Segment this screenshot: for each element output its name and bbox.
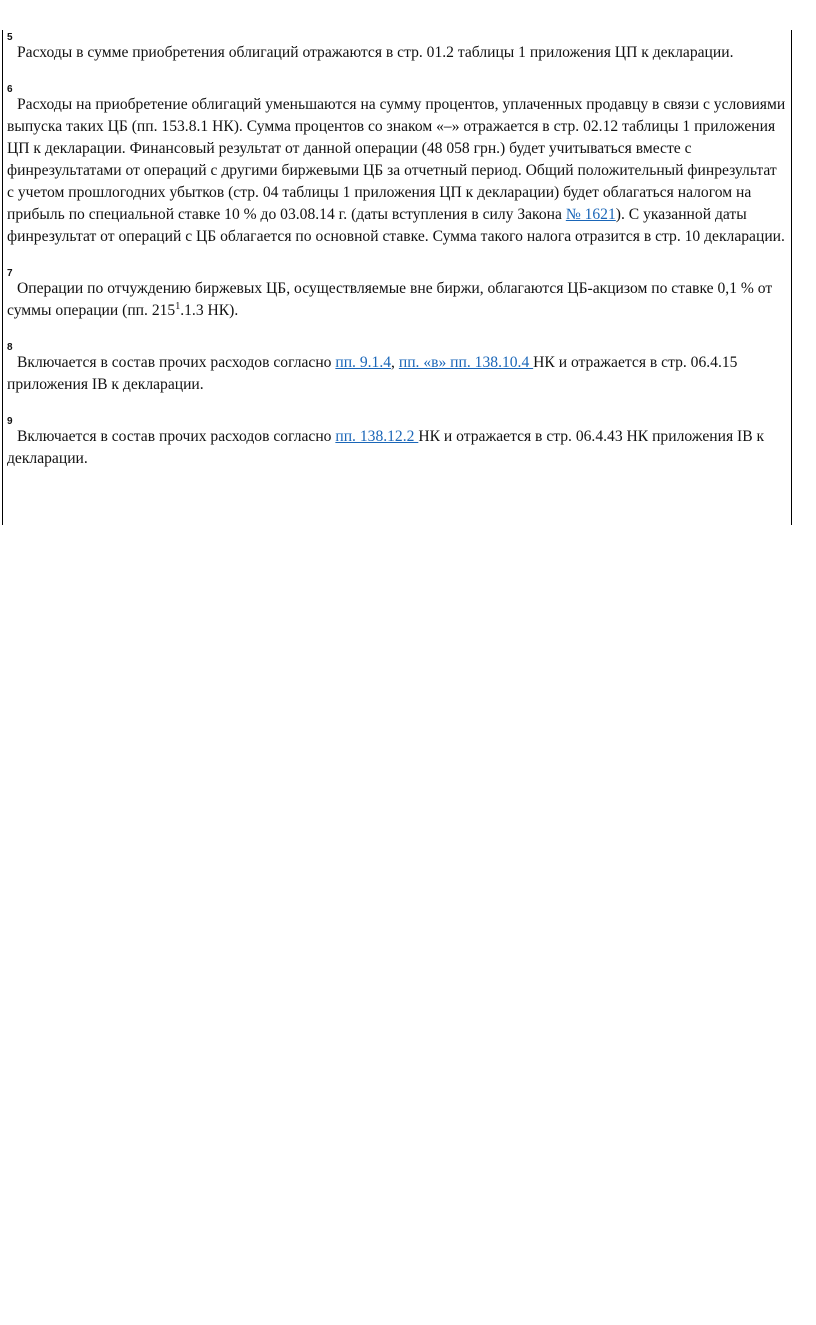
footnotes xyxy=(7,32,787,490)
footnote-number: 6 xyxy=(7,84,13,95)
footnote-text-part: НК и отражается в стр. 06.4.43 НК приложения IВ к декларации. xyxy=(7,428,765,467)
footnote-8 xyxy=(7,342,787,396)
footnote-text xyxy=(7,94,787,248)
footnote-7 xyxy=(7,268,787,322)
footnote-number: 8 xyxy=(7,342,13,353)
footnote-text xyxy=(7,426,787,470)
footnote-6 xyxy=(7,84,787,248)
footnote-text-part: НК и отражается в стр. 06.4.15 приложения IВ к декларации. xyxy=(7,354,738,393)
separator: , xyxy=(391,354,399,371)
law-1621-link[interactable]: № 1621 xyxy=(565,206,616,223)
footnote-number: 7 xyxy=(7,268,13,279)
pp-138-10-4-link[interactable]: пп. «в» пп. 138.10.4 xyxy=(398,354,534,371)
footnote-text-part: ). С указанной даты финрезультат от операций с ЦБ облагается по основной ставке. Сумма такого налога отразится в стр. 10 декларации. xyxy=(7,206,785,245)
footnote-text-part: .1.3 НК). xyxy=(180,302,239,319)
footnote-text xyxy=(7,42,787,64)
footnote-9 xyxy=(7,416,787,470)
footnote-text-part: Включается в состав прочих расходов согласно xyxy=(17,354,336,371)
footnote-number: 9 xyxy=(7,416,13,427)
footnote-text xyxy=(7,278,787,322)
footnote-text xyxy=(7,352,787,396)
footnote-number: 5 xyxy=(7,32,13,43)
footnote-text-part: Расходы на приобретение облигаций уменьшаются на сумму процентов, уплаченных продавцу в связи с условиями выпуска таких ЦБ (пп. 153.8.1 НК). Сумма процентов со знаком «–» отражается в стр. 02.12 таблицы 1 приложения ЦП к декларации. Финансовый результат от данной операции (48 058 грн.) будет учитываться вместе с финрезультатами от операций с другими биржевыми ЦБ за отчетный период. Общий положительный финрезультат с учетом прошлогодних убытков (стр. 04 таблицы 1 приложения ЦП к декларации) будет облагаться налогом на прибыль по специальной ставке 10 % до 03.08.14 г. (даты вступления в силу Закона xyxy=(7,96,786,223)
footnote-text-part: Расходы в сумме приобретения облигаций отражаются в стр. 01.2 таблицы 1 приложения ЦП к декларации. xyxy=(17,44,734,61)
pp-9-1-4-link[interactable]: пп. 9.1.4 xyxy=(335,354,392,371)
pp-138-12-2-link[interactable]: пп. 138.12.2 xyxy=(335,428,419,445)
footnote-5 xyxy=(7,32,787,64)
footnote-text-part: Операции по отчуждению биржевых ЦБ, осуществляемые вне биржи, облагаются ЦБ-акцизом по ставке 0,1 % от суммы операции (пп. 215 xyxy=(7,280,773,319)
superscript: 1 xyxy=(175,300,181,312)
footnote-text-part: Включается в состав прочих расходов согласно xyxy=(17,428,336,445)
